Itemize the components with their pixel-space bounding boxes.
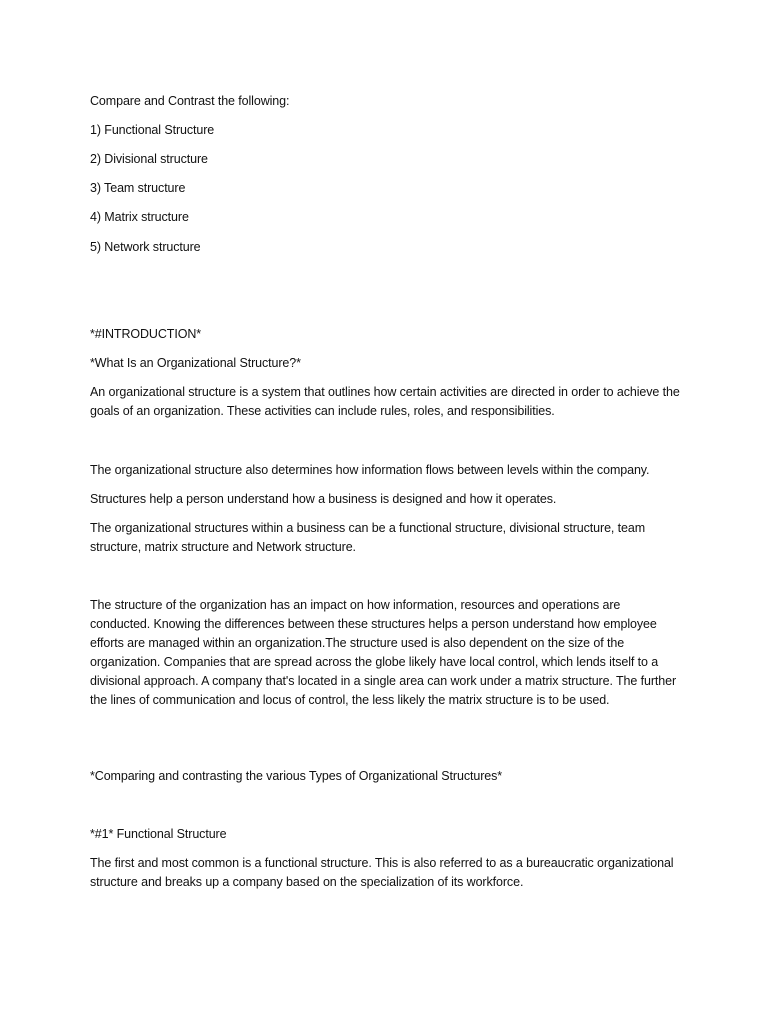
document-heading: Compare and Contrast the following:	[90, 94, 290, 108]
paragraph-structures-help: Structures help a person understand how a business is designed and how it operates.	[90, 492, 557, 506]
list-item: 4) Matrix structure	[90, 210, 189, 224]
list-item: 5) Network structure	[90, 240, 201, 254]
paragraph-structure-impact: The structure of the organization has an impact on how information, resources and operations are conducted. Knowing the differences between these structures helps a person understand how employee efforts are managed within an organization.The structure used is also dependent on the size of the organization. Companies that are spread across the globe likely have local control, which lends itself to a divisional approach. A company that's located in a single area can work under a matrix structure. The further the lines of communication and locus of control, the less likely the matrix structure is to be used.	[90, 598, 677, 707]
list-item: 3) Team structure	[90, 181, 186, 195]
comparing-heading: *Comparing and contrasting the various Types of Organizational Structures*	[90, 769, 503, 783]
intro-question: *What Is an Organizational Structure?*	[90, 356, 301, 370]
paragraph-information-flow: The organizational structure also determines how information flows between levels within the company.	[90, 463, 650, 477]
paragraph-structure-types: The organizational structures within a business can be a functional structure, divisional structure, team structure, matrix structure and Network structure.	[90, 521, 646, 554]
intro-marker: *#INTRODUCTION*	[90, 327, 202, 341]
paragraph-definition: An organizational structure is a system that outlines how certain activities are directed in order to achieve the goals of an organization. These activities can include rules, roles, and responsibilities.	[90, 385, 680, 418]
section-1-heading: *#1* Functional Structure	[90, 827, 227, 841]
section-1-text: The first and most common is a functional structure. This is also referred to as a bureaucratic organizational structure and breaks up a company based on the specialization of its workforce.	[90, 856, 674, 889]
list-item: 1) Functional Structure	[90, 123, 215, 137]
list-item: 2) Divisional structure	[90, 152, 208, 166]
